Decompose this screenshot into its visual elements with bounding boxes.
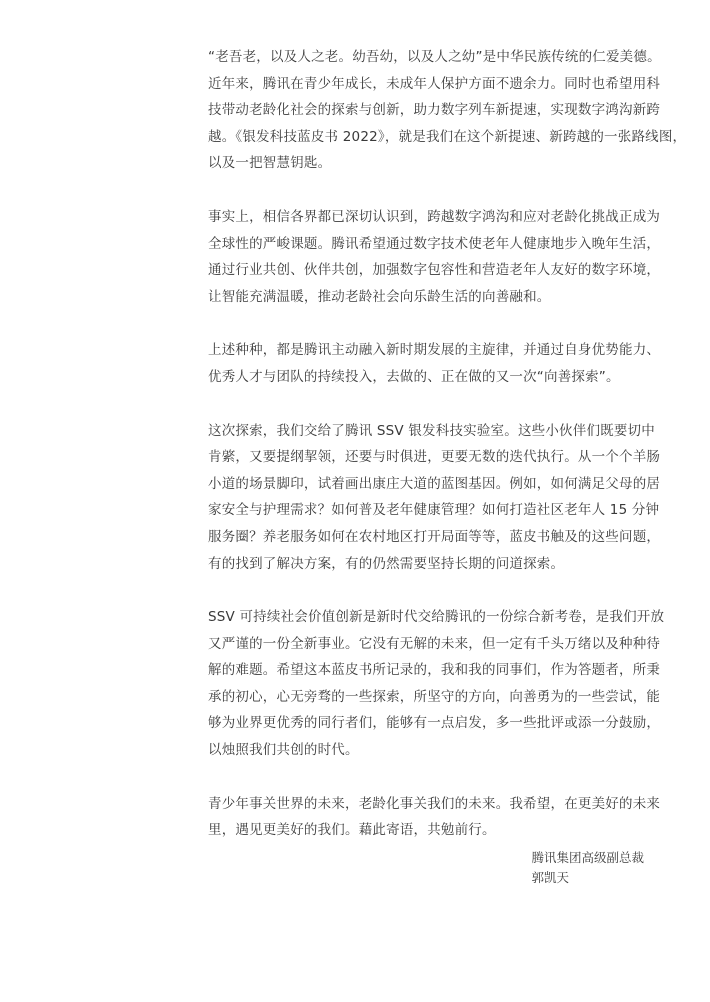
text-line: 让智能充满温暖，推动老龄社会向乐龄生活的向善融和。	[208, 288, 551, 305]
text-line: 通过行业共创、伙伴共创，加强数字包容性和营造老年人友好的数字环境，	[208, 262, 661, 279]
text-line: 事实上，相信各界都已深切认识到，跨越数字鸿沟和应对老龄化挑战正成为	[208, 208, 661, 225]
paragraph-6	[208, 791, 661, 844]
text-line: 承的初心，心无旁骛的一些探索，所坚守的方向，向善勇为的一些尝试，能	[208, 688, 661, 705]
paragraph-spacer	[208, 764, 658, 791]
paragraph-5	[208, 604, 665, 764]
text-line: 服务圈？养老服务如何在农村地区打开局面等等，蓝皮书触及的这些问题，	[208, 528, 661, 545]
text-line: 又严谨的一份全新事业。它没有无解的未来，但一定有千头万绪以及种种待	[208, 635, 661, 652]
paragraph-spacer	[208, 177, 658, 204]
text-line: SSV 可持续社会价值创新是新时代交给腾讯的一份综合新考卷，是我们开放	[208, 609, 665, 626]
paragraph-spacer	[208, 310, 658, 337]
signature-name: 郭凯天	[531, 870, 569, 885]
text-line: 有的找到了解决方案，有的仍然需要坚持长期的问道探索。	[208, 555, 565, 572]
text-line: 近年来，腾讯在青少年成长，未成年人保护方面不遗余力。同时也希望用科	[208, 75, 661, 92]
text-line: 优秀人才与团队的持续投入，去做的、正在做的又一次“向善探索”。	[208, 368, 620, 385]
paragraph-1	[208, 44, 687, 177]
text-line: 以及一把智慧钥匙。	[208, 155, 332, 172]
paragraph-2	[208, 204, 661, 310]
paragraph-4	[208, 418, 661, 578]
text-line: 青少年事关世界的未来，老龄化事关我们的未来。我希望，在更美好的未来	[208, 795, 661, 812]
signature-block	[531, 848, 644, 888]
text-line: 以烛照我们共创的时代。	[208, 742, 359, 759]
text-line: 肯綮，又要提纲挈领，还要与时俱进，更要无数的迭代执行。从一个个羊肠	[208, 449, 661, 466]
text-line: 里，遇见更美好的我们。藉此寄语，共勉前行。	[208, 822, 496, 839]
text-line: 技带动老龄化社会的探索与创新，助力数字列车新提速，实现数字鸿沟新跨	[208, 102, 661, 119]
letter-body	[208, 44, 687, 844]
paragraph-spacer	[208, 577, 658, 604]
text-line: 越。《银发科技蓝皮书 2022》，就是我们在这个新提速、新跨越的一张路线图，	[208, 128, 687, 145]
text-line: 家安全与护理需求？如何普及老年健康管理？如何打造社区老年人 15 分钟	[208, 502, 660, 519]
text-line: 够为业界更优秀的同行者们，能够有一点启发，多一些批评或添一分鼓励，	[208, 715, 661, 732]
paragraph-spacer	[208, 391, 658, 418]
text-line: 解的难题。希望这本蓝皮书所记录的，我和我的同事们，作为答题者，所秉	[208, 662, 661, 679]
text-line: 全球性的严峻课题。腾讯希望通过数字技术使老年人健康地步入晚年生活，	[208, 235, 661, 252]
signature-title: 腾讯集团高级副总裁	[531, 850, 644, 865]
text-line: 上述种种，都是腾讯主动融入新时期发展的主旋律，并通过自身优势能力、	[208, 342, 661, 359]
text-line: 这次探索，我们交给了腾讯 SSV 银发科技实验室。这些小伙伴们既要切中	[208, 422, 655, 439]
text-line: “老吾老，以及人之老。幼吾幼，以及人之幼”是中华民族传统的仁爱美德。	[208, 49, 661, 65]
paragraph-3	[208, 337, 661, 390]
text-line: 小道的场景脚印，试着画出康庄大道的蓝图基因。例如，如何满足父母的居	[208, 475, 661, 492]
